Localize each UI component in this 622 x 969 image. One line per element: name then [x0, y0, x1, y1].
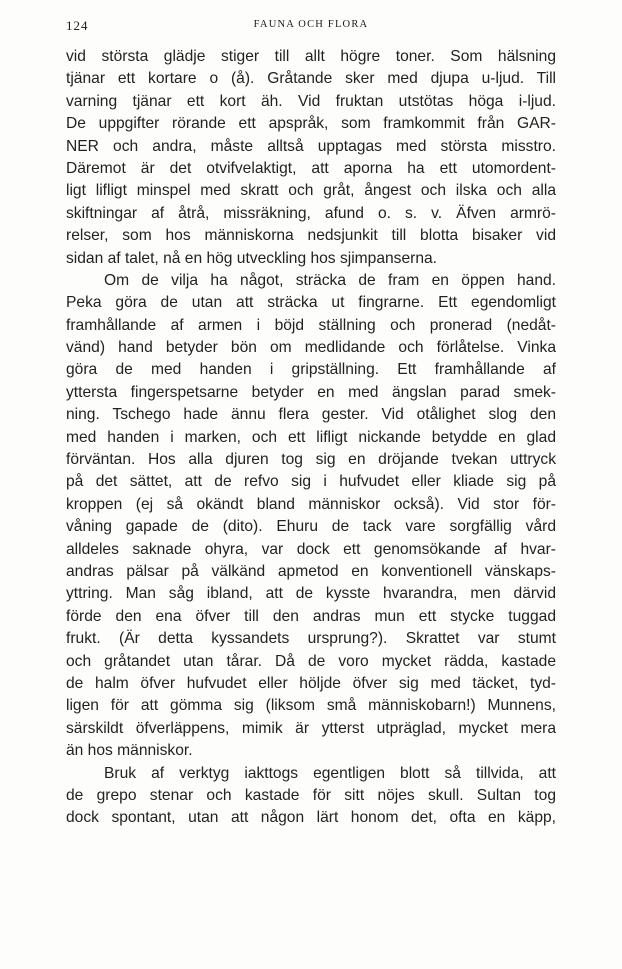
text-line: andras pälsar på välkänd apmetod en konventionell vänskaps-: [66, 562, 556, 580]
text-line: ligt lifligt minspel med skratt och gråt, ångest och ilska och alla: [66, 182, 556, 200]
text-line: Däremot är det otvifvelaktigt, att aporna ha ett utomordent-: [66, 159, 556, 177]
text-line: skiftningar af åtrå, missräkning, afund o. s. v. Äfven armrö-: [66, 204, 556, 222]
text-line: förväntan. Hos alla djuren tog sig en dröjande tvekan uttryck: [66, 451, 556, 469]
text-line: förde den ena öfver till den andras mun ett stycke tuggad: [66, 607, 556, 625]
text-line: våning gapade de (dito). Ehuru de tack vare sorgfällig vård: [66, 518, 556, 536]
text-line: de grepo stenar och kastade för sitt nöjes skull. Sultan tog: [66, 786, 556, 804]
text-line: NER och andra, måste alltså upptagas med största misstro.: [66, 137, 556, 155]
text-line: alldeles saknade ohyra, var dock ett genomsökande af hvar-: [66, 540, 556, 558]
text-line: framhållande af armen i böjd ställning och pronerad (nedåt-: [66, 316, 556, 334]
text-line: relser, som hos människorna nedsjunkit till blotta bisaker vid: [66, 227, 556, 245]
body-text: [66, 46, 556, 830]
text-line: ligen för att gömma sig (liksom små människobarn!) Munnens,: [66, 697, 556, 715]
text-line: vid största glädje stiger till allt högre toner. Som hälsning: [66, 48, 556, 65]
text-line: dock spontant, utan att någon lärt honom det, ofta en käpp,: [66, 809, 556, 827]
text-line: Om de vilja ha något, sträcka de fram en öppen hand.: [104, 271, 556, 289]
running-title: FAUNA OCH FLORA: [253, 19, 369, 30]
text-line: särskildt öfverläppens, mimik är ytterst utpräglad, mycket mera: [66, 719, 556, 737]
text-line: Bruk af verktyg iakttogs egentligen blott så tillvida, att: [104, 764, 556, 782]
text-line: varning tjänar ett kort äh. Vid fruktan utstötas höga i-ljud.: [66, 92, 556, 110]
text-line: med handen i marken, och ett lifligt nickande betydde en glad: [66, 428, 556, 446]
text-line: De uppgifter rörande ett apspråk, som framkommit från GAR-: [66, 115, 556, 133]
text-line: göra de med handen i gripställning. Ett framhållande af: [66, 361, 556, 379]
text-line: ning. Tschego hade ännu flera gester. Vid otålighet slog den: [66, 406, 556, 424]
text-line: yttring. Man såg ibland, att de kysste hvarandra, men därvid: [66, 585, 556, 603]
text-line: tjänar ett kortare o (å). Gråtande sker med djupa u-ljud. Till: [66, 70, 556, 88]
text-line: de halm öfver hufvudet eller höljde öfver sig med täcket, tyd-: [66, 674, 556, 692]
text-line: kroppen (ej så okändt bland människor också). Vid stor för-: [66, 495, 556, 513]
text-line: och gråtandet utan tårar. Då de voro mycket rädda, kastade: [66, 652, 556, 670]
text-line: Peka göra de utan att sträcka ut fingrarne. Ett egendomligt: [66, 294, 556, 312]
text-line: än hos människor.: [66, 742, 193, 760]
text-line: frukt. (Är detta kyssandets ursprung?). Skrattet var stumt: [66, 630, 556, 648]
text-line: yttersta fingerspetsarne betyder en med ängslan parad smek-: [66, 383, 556, 401]
running-head: [66, 18, 556, 38]
page-number: 124: [66, 18, 89, 33]
text-line: vänd) hand betyder bön om medlidande och förlåtelse. Vinka: [66, 339, 556, 357]
text-line: sidan af talet, nå en hög utveckling hos sjimpanserna.: [66, 249, 438, 267]
text-line: på det sättet, att de refvo sig i hufvudet eller kliade sig på: [66, 473, 556, 491]
